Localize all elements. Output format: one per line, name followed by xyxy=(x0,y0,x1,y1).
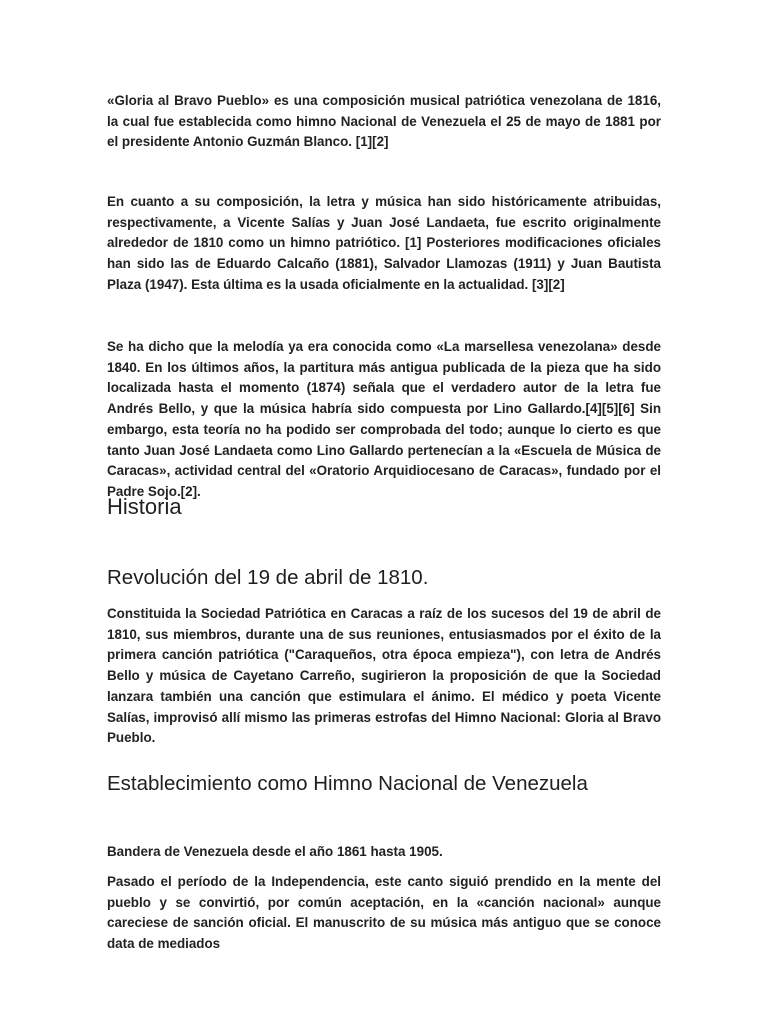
intro-paragraph: «Gloria al Bravo Pueblo» es una composición musical patriótica venezolana de 1816, la cual fue establecida como himno Nacional de Venezuela el 25 de mayo de 1881 por el presidente Antonio Guzmán Blanco. [1][2] xyxy=(107,93,661,150)
melody-paragraph: Se ha dicho que la melodía ya era conocida como «La marsellesa venezolana» desde 1840. En los últimos años, la partitura más antigua publicada de la pieza que ha sido localizada hasta el momento (1874) señala que el verdadero autor de la letra fue Andrés Bello, y que la música habría sido compuesta por Lino Gallardo.[4][5][6] Sin embargo, esta teoría no ha podido ser comprobada del todo; aunque lo cierto es que tanto Juan José Landaeta como Lino Gallardo pertenecían a la «Escuela de Música de Caracas», actividad central del «Oratorio Arquidiocesano de Caracas», fundado por el Padre Sojo.[2]. xyxy=(107,339,661,499)
pasado-paragraph: Pasado el período de la Independencia, este canto siguió prendido en la mente del pueblo y se convirtió, por común aceptación, en la «canción nacional» aunque careciese de sanción oficial. El manuscrito de su música más antiguo que se conoce data de mediados xyxy=(107,874,661,952)
composition-paragraph: En cuanto a su composición, la letra y música han sido históricamente atribuidas, respectivamente, a Vicente Salías y Juan José Landaeta, fue escrito originalmente alrededor de 1810 como un himno patriótico. [1] Posteriores modificaciones oficiales han sido las de Eduardo Calcaño (1881), Salvador Llamozas (1911) y Juan Bautista Plaza (1947). Esta última es la usada oficialmente en la actualidad. [3][2] xyxy=(107,194,661,292)
bandera-caption: Bandera de Venezuela desde el año 1861 hasta 1905. xyxy=(107,844,443,859)
revolucion-paragraph: Constituida la Sociedad Patriótica en Caracas a raíz de los sucesos del 19 de abril de 1810, sus miembros, durante una de sus reuniones, entusiasmados por el éxito de la primera canción patriótica ("Caraqueños, otra época empieza"), con letra de Andrés Bello y música de Cayetano Carreño, sugirieron la proposición de que la Sociedad lanzara también una canción que estimulara el ánimo. El médico y poeta Vicente Salías, improvisó allí mismo las primeras estrofas del Himno Nacional: Gloria al Bravo Pueblo. xyxy=(107,606,661,746)
revolucion-heading: Revolución del 19 de abril de 1810. xyxy=(107,566,429,589)
establecimiento-heading: Establecimiento como Himno Nacional de Venezuela xyxy=(107,772,588,795)
historia-heading: Historia xyxy=(107,494,182,519)
